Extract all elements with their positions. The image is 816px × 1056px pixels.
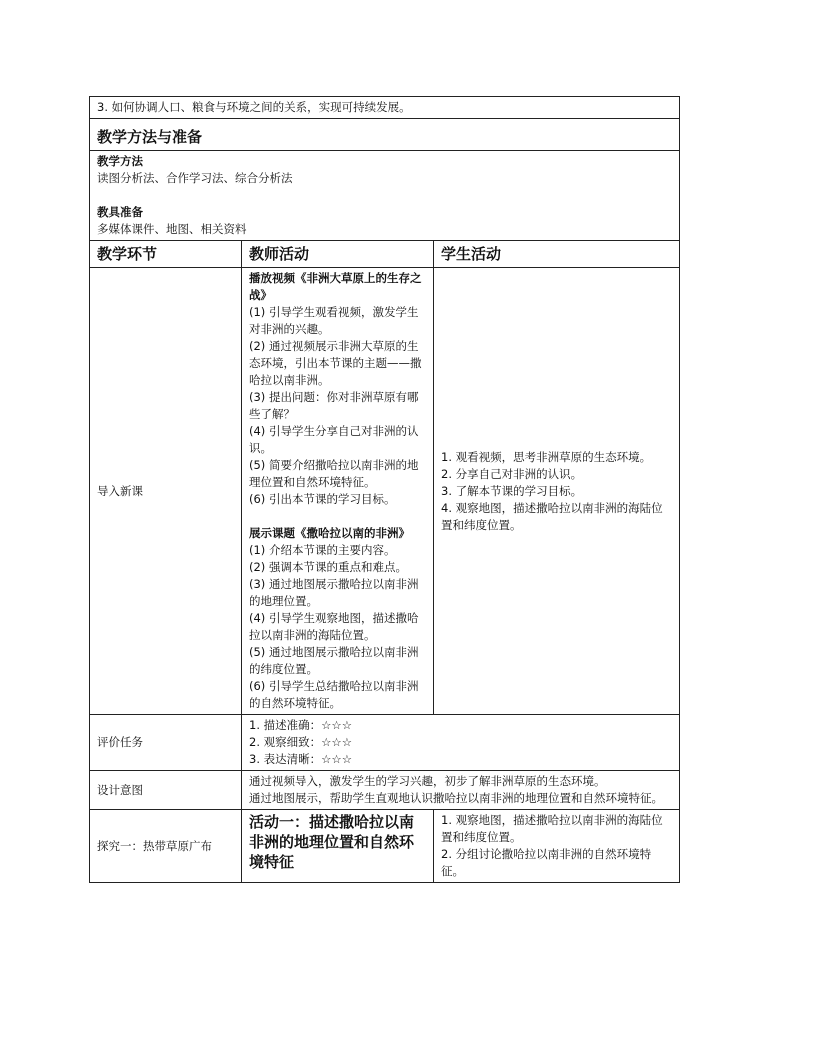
- teacher-block2-item: (3) 通过地图展示撒哈拉以南非洲的地理位置。: [249, 577, 419, 608]
- eval-item: 2. 观察细致：☆☆☆: [249, 735, 353, 749]
- methods-content: [90, 151, 680, 241]
- explore-teacher-activity: [242, 810, 434, 883]
- design-content: [242, 771, 680, 810]
- teacher-block2-item: (2) 强调本节课的重点和难点。: [249, 560, 407, 574]
- methods-title-row: [90, 119, 680, 151]
- tools-text: 多媒体课件、地图、相关资料: [97, 222, 247, 236]
- teacher-block1-item: (5) 简要介绍撒哈拉以南非洲的地理位置和自然环境特征。: [249, 458, 419, 489]
- tools-heading: 教具准备: [97, 205, 143, 219]
- intro-teacher-activity: [242, 268, 434, 715]
- teacher-block2-item: (4) 引导学生观察地图，描述撒哈拉以南非洲的海陆位置。: [249, 611, 419, 642]
- intro-stage: 导入新课: [90, 268, 242, 715]
- intro-row: [90, 268, 680, 715]
- methods-section-title: 教学方法与准备: [90, 119, 680, 151]
- explore-stage: 探究一：热带草原广布: [90, 810, 242, 883]
- student-item: 3. 了解本节课的学习目标。: [441, 483, 583, 498]
- explore-student-item: 2. 分组讨论撒哈拉以南非洲的自然环境特征。: [441, 847, 652, 878]
- student-item: 2. 分享自己对非洲的认识。: [441, 466, 583, 481]
- student-item: 4. 观察地图，描述撒哈拉以南非洲的海陆位置和纬度位置。: [441, 500, 663, 532]
- lesson-plan-table: [89, 96, 680, 883]
- teacher-block1-item: (2) 通过视频展示非洲大草原的生态环境，引出本节课的主题——撒哈拉以南非洲。: [249, 339, 422, 387]
- teacher-block2-item: (6) 引导学生总结撒哈拉以南非洲的自然环境特征。: [249, 679, 419, 710]
- objective-3-text: 3. 如何协调人口、粮食与环境之间的关系，实现可持续发展。: [90, 97, 680, 119]
- eval-item: 1. 描述准确：☆☆☆: [249, 718, 353, 732]
- eval-content: [242, 715, 680, 771]
- teacher-block1-item: (1) 引导学生观看视频，激发学生对非洲的兴趣。: [249, 305, 419, 336]
- design-stage: 设计意图: [90, 771, 242, 810]
- design-line: 通过视频导入，激发学生的学习兴趣，初步了解非洲草原的生态环境。: [249, 774, 606, 788]
- header-teacher: 教师活动: [242, 241, 434, 268]
- explore-student-item: 1. 观察地图，描述撒哈拉以南非洲的海陆位置和纬度位置。: [441, 813, 663, 844]
- method-text: 读图分析法、合作学习法、综合分析法: [97, 171, 293, 185]
- design-line: 通过地图展示，帮助学生直观地认识撒哈拉以南非洲的地理位置和自然环境特征。: [249, 791, 663, 805]
- method-heading: 教学方法: [97, 154, 143, 168]
- table-header-row: [90, 241, 680, 268]
- teacher-block1-title: 播放视频《非洲大草原上的生存之战》: [249, 271, 422, 302]
- header-stage: 教学环节: [90, 241, 242, 268]
- teacher-block1-item: (6) 引出本节课的学习目标。: [249, 492, 396, 506]
- teacher-block2-item: (1) 介绍本节课的主要内容。: [249, 543, 396, 557]
- top-row: [90, 97, 680, 119]
- intro-student-activity: [434, 268, 680, 715]
- design-row: [90, 771, 680, 810]
- methods-content-row: [90, 151, 680, 241]
- eval-row: [90, 715, 680, 771]
- teacher-block1-item: (3) 提出问题：你对非洲草原有哪些了解？: [249, 390, 419, 421]
- teacher-block2-title: 展示课题《撒哈拉以南的非洲》: [249, 526, 410, 540]
- teacher-block2-item: (5) 通过地图展示撒哈拉以南非洲的纬度位置。: [249, 645, 419, 676]
- explore-row: [90, 810, 680, 883]
- teacher-block1-item: (4) 引导学生分享自己对非洲的认识。: [249, 424, 419, 455]
- header-student: 学生活动: [434, 241, 680, 268]
- lesson-plan-page: [89, 96, 679, 883]
- activity-title: 活动一：描述撒哈拉以南非洲的地理位置和自然环境特征: [249, 813, 415, 871]
- student-item: 1. 观看视频，思考非洲草原的生态环境。: [441, 449, 652, 464]
- eval-stage: 评价任务: [90, 715, 242, 771]
- explore-student-activity: [434, 810, 680, 883]
- eval-item: 3. 表达清晰：☆☆☆: [249, 752, 353, 766]
